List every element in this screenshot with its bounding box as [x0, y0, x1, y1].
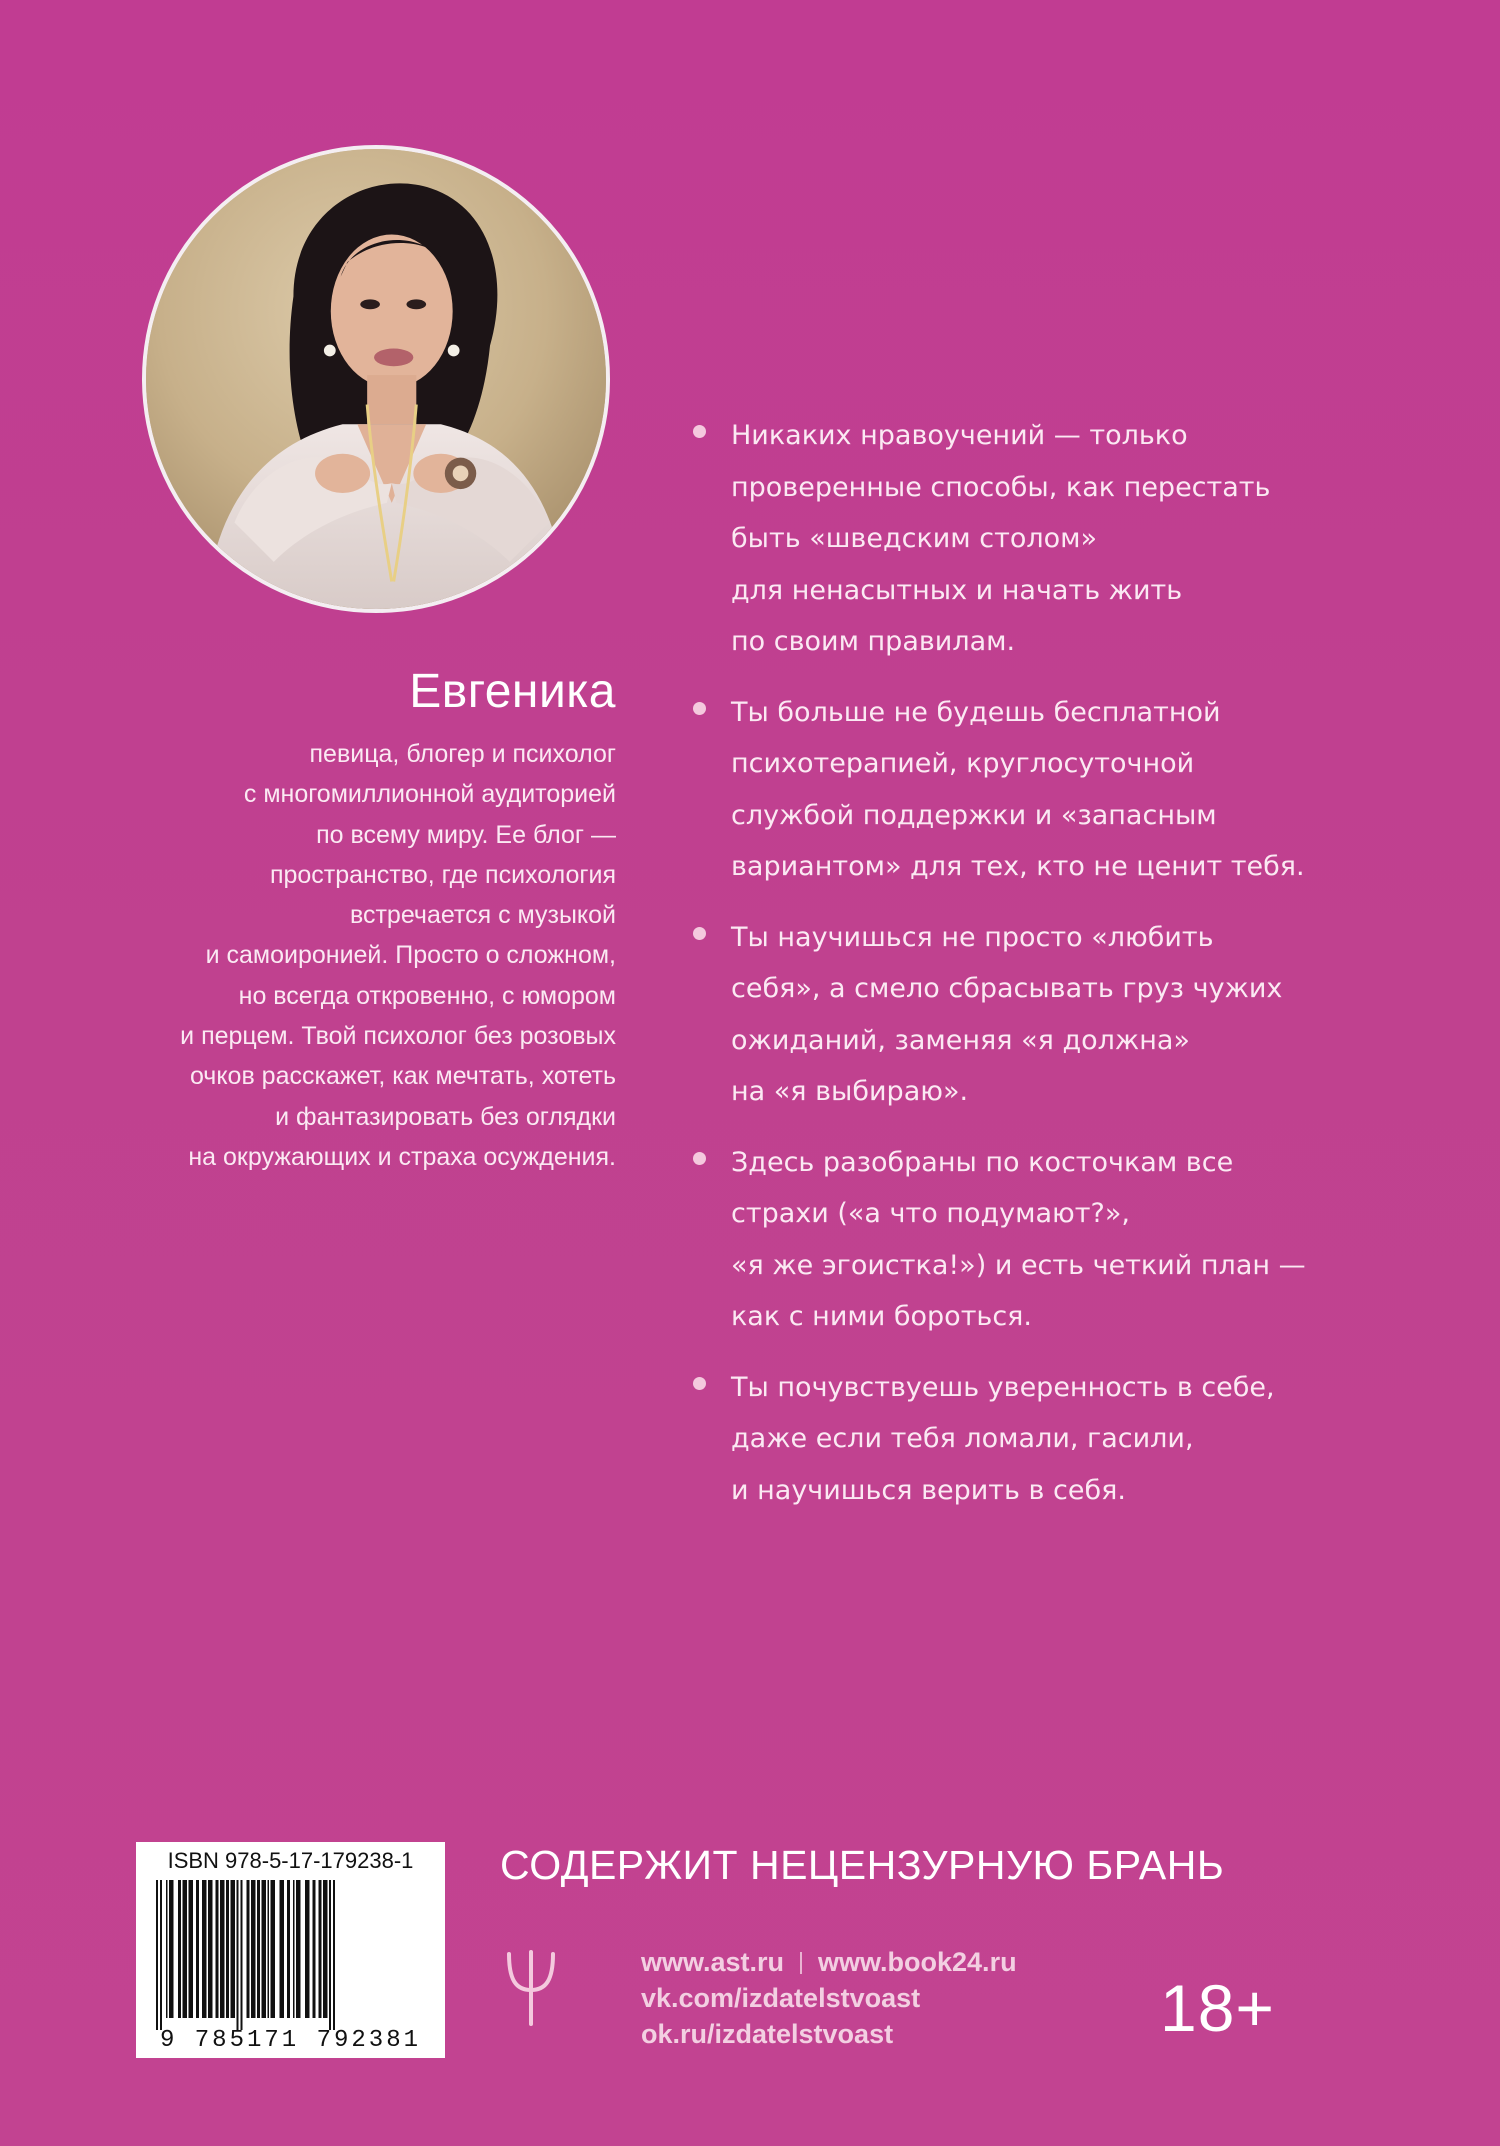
benefit-line: вариантом» для тех, кто не ценит тебя.	[731, 851, 1305, 882]
benefit-item	[688, 410, 1338, 668]
benefit-line: Ты больше не будешь бесплатной	[731, 696, 1221, 728]
benefit-line: службой поддержки и «запасным	[731, 799, 1217, 831]
benefit-line: Ты почувствуешь уверенность в себе,	[731, 1371, 1275, 1403]
benefit-item	[688, 1362, 1338, 1517]
bullet-dot-icon	[693, 1152, 706, 1165]
author-portrait-icon	[146, 149, 606, 609]
author-name: Евгеника	[409, 665, 616, 718]
bio-line: встречается с музыкой	[349, 901, 616, 930]
benefit-line: страхи («а что подумают?»,	[731, 1198, 1130, 1229]
bio-line: на окружающих и страха осуждения.	[188, 1142, 616, 1171]
benefit-line: себя», а смело сбрасывать груз чужих	[731, 973, 1283, 1004]
bio-line: и перцем. Твой психолог без розовых	[180, 1022, 616, 1051]
barcode-icon	[154, 1880, 432, 2030]
benefit-item	[688, 687, 1338, 893]
link-ast[interactable]: www.ast.ru	[641, 1947, 785, 1977]
bullet-dot-icon	[693, 927, 706, 940]
isbn-barcode	[136, 1842, 445, 2058]
benefit-line: быть «шведским столом»	[731, 523, 1098, 554]
bullet-dot-icon	[693, 702, 706, 715]
content-warning: СОДЕРЖИТ НЕЦЕНЗУРНУЮ БРАНЬ	[500, 1842, 1225, 1888]
benefit-line: проверенные способы, как перестать	[731, 471, 1271, 503]
benefit-line: Здесь разобраны по косточкам все	[731, 1146, 1234, 1178]
publisher-links	[641, 1944, 1017, 2052]
benefit-line: психотерапией, круглосуточной	[731, 748, 1195, 779]
psi-logo-icon	[506, 1950, 556, 2026]
link-ok[interactable]: ok.ru/izdatelstvoast	[641, 2019, 894, 2049]
bio-line: с многомиллионной аудиторией	[243, 780, 616, 809]
benefit-line: ожиданий, заменяя «я должна»	[731, 1024, 1190, 1056]
bio-line: и фантазировать без оглядки	[275, 1102, 616, 1131]
benefit-item	[688, 912, 1338, 1118]
bio-line: очков расскажет, как мечтать, хотеть	[189, 1062, 616, 1091]
benefits-list	[688, 410, 1338, 1535]
benefit-line: по своим правилам.	[731, 626, 1016, 657]
benefit-line: и научишься верить в себя.	[731, 1474, 1126, 1506]
benefit-line: на «я выбираю».	[731, 1076, 969, 1107]
benefit-line: «я же эгоистка!») и есть четкий план —	[731, 1249, 1306, 1281]
benefit-line: Никаких нравоучений — только	[731, 420, 1188, 451]
bullet-dot-icon	[693, 1377, 706, 1390]
bullet-dot-icon	[693, 425, 706, 438]
link-vk[interactable]: vk.com/izdatelstvoast	[641, 1983, 921, 2013]
author-photo	[142, 145, 610, 613]
bio-line: по всему миру. Ее блог —	[316, 820, 616, 849]
isbn-label: ISBN 978-5-17-179238-1	[167, 1848, 414, 1873]
benefit-line: для ненасытных и начать жить	[731, 574, 1183, 606]
bio-line: но всегда откровенно, с юмором	[238, 981, 616, 1010]
benefit-item	[688, 1137, 1338, 1343]
age-rating: 18+	[1160, 1971, 1275, 2045]
isbn-digits: 9 785171 792381	[159, 2027, 422, 2054]
benefit-line: Ты научишься не просто «любить	[731, 921, 1214, 953]
link-book24[interactable]: www.book24.ru	[818, 1947, 1017, 1977]
bio-line: и самоиронией. Просто о сложном,	[205, 941, 616, 970]
benefit-line: как с ними бороться.	[731, 1301, 1033, 1332]
author-bio	[96, 734, 616, 1177]
bio-line: пространство, где психология	[269, 860, 616, 889]
link-separator	[800, 1952, 802, 1974]
bio-line: певица, блогер и психолог	[309, 740, 616, 768]
benefit-line: даже если тебя ломали, гасили,	[731, 1423, 1194, 1454]
